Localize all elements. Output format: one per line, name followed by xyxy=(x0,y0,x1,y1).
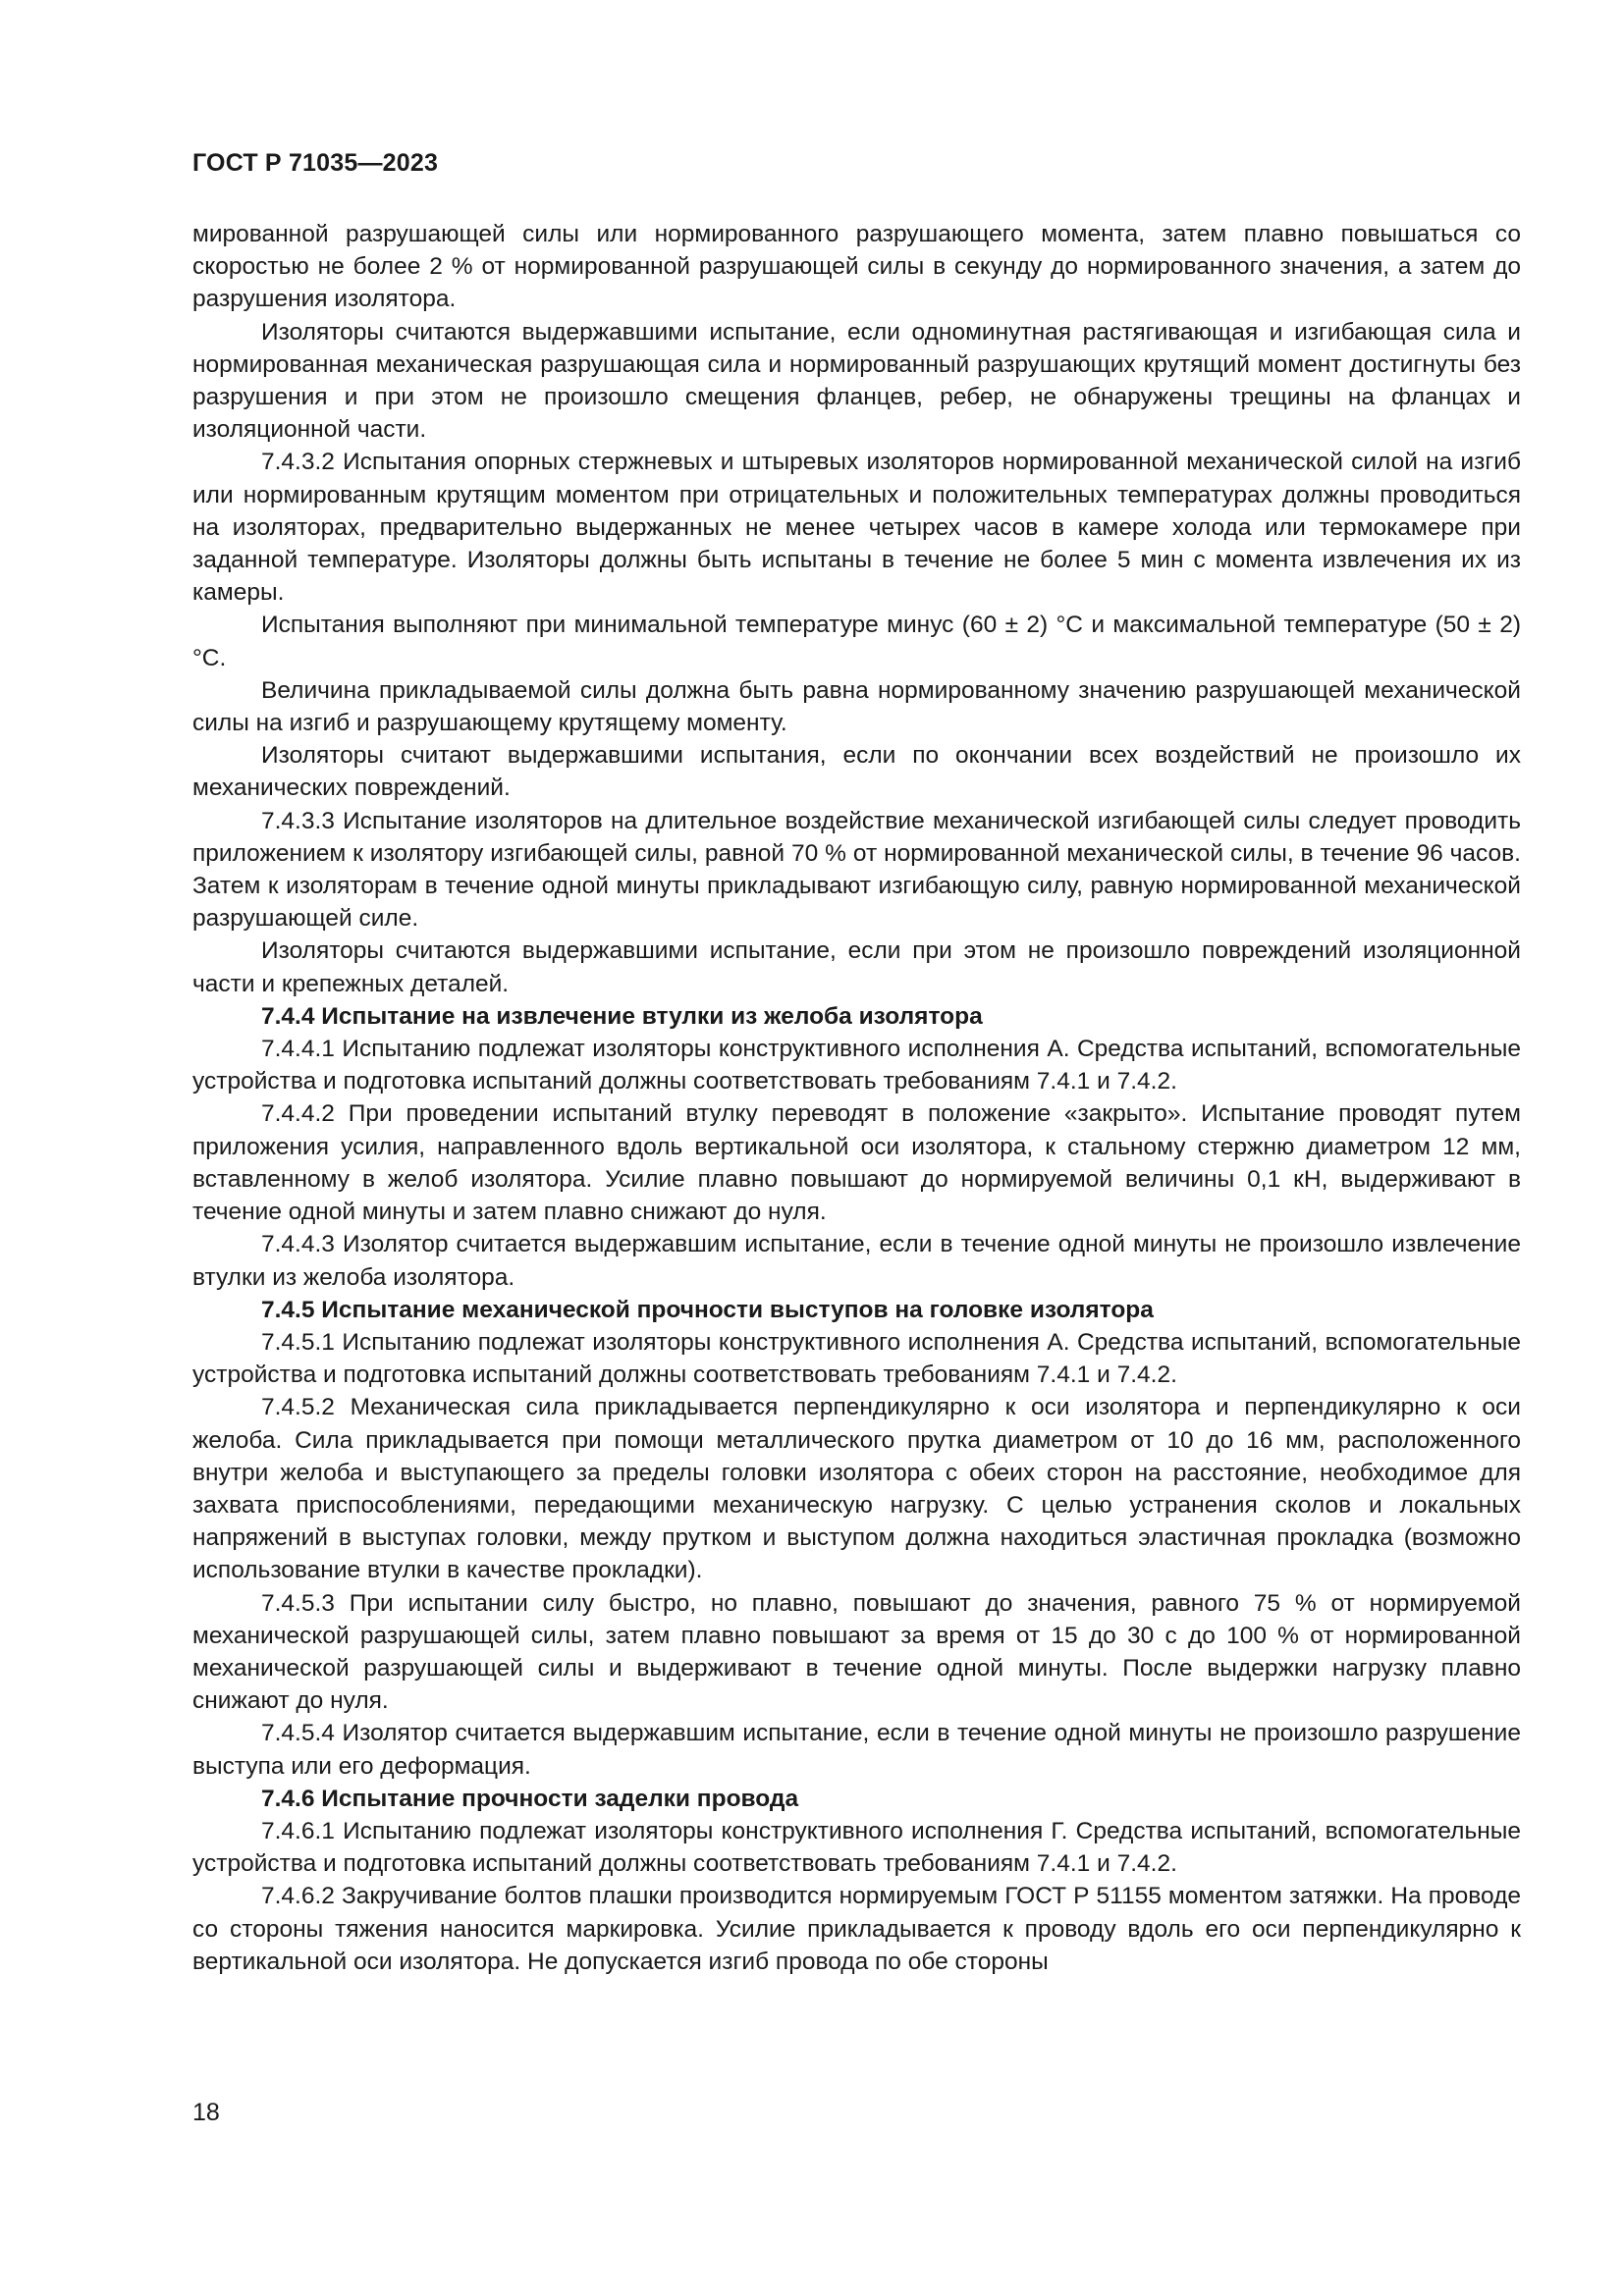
paragraph: 7.4.4.3 Изолятор считается выдержавшим испытание, если в течение одной минуты не произошло извлечение втулки из желоба изолятора. xyxy=(192,1231,1521,1291)
paragraph: 7.4.4.1 Испытанию подлежат изоляторы конструктивного исполнения А. Средства испытаний, вспомогательные устройства и подготовка испытаний должны соответствовать требованиям 7.4.1 и 7.4.2. xyxy=(192,1036,1521,1095)
paragraph: Изоляторы считаются выдержавшими испытание, если одноминутная растягивающая и изгибающая сила и нормированная механическая разрушающая сила и нормированный разрушающих крутящий момент достигнуты без разрушения и при этом не произошло смещения фланцев, ребер, не обнаружены трещины на фланцах и изоляционной части. xyxy=(192,318,1521,444)
section-heading: 7.4.4 Испытание на извлечение втулки из желоба изолятора xyxy=(261,1002,983,1030)
document-body xyxy=(192,218,1521,1978)
paragraph: 7.4.6.1 Испытанию подлежат изоляторы конструктивного исполнения Г. Средства испытаний, вспомогательные устройства и подготовка испытаний должны соответствовать требованиям 7.4.1 и 7.4.2. xyxy=(192,1817,1521,1878)
paragraph: 7.4.5.1 Испытанию подлежат изоляторы конструктивного исполнения А. Средства испытаний, вспомогательные устройства и подготовка испытаний должны соответствовать требованиям 7.4.1 и 7.4.2. xyxy=(192,1328,1521,1389)
paragraph: 7.4.4.2 При проведении испытаний втулку переводят в положение «закрыто». Испытание проводят путем приложения усилия, направленного вдоль вертикальной оси изолятора, к стальному стержню диаметром 12 мм, вставленному в желоб изолятора. Усилие плавно повышают до нормируемой величины 0,1 кН, выдерживают в течение одной минуты и затем плавно снижают до нуля. xyxy=(192,1100,1521,1226)
paragraph: 7.4.3.2 Испытания опорных стержневых и штыревых изоляторов нормированной механической силой на изгиб или нормированным крутящим моментом при отрицательных и положительных температурах должны проводиться на изоляторах, предварительно выдержанных не менее четырех часов в камере холода или термокамере при заданной температуре. Изоляторы должны быть испытаны в течение не более 5 мин с момента извлечения их из камеры. xyxy=(192,449,1521,607)
document-header: ГОСТ Р 71035—2023 xyxy=(192,149,439,177)
paragraph: 7.4.6.2 Закручивание болтов плашки производится нормируемым ГОСТ Р 51155 моментом затяжки. На проводе со стороны тяжения наносится маркировка. Усилие прикладывается к проводу вдоль его оси перпендикулярно к вертикальной оси изолятора. Не допускается изгиб провода по обе стороны xyxy=(192,1883,1521,1975)
paragraph: 7.4.5.4 Изолятор считается выдержавшим испытание, если в течение одной минуты не произошло разрушение выступа или его деформация. xyxy=(192,1720,1521,1780)
paragraph: Изоляторы считаются выдержавшими испытание, если при этом не произошло повреждений изоляционной части и крепежных деталей. xyxy=(192,937,1521,997)
page-number: 18 xyxy=(192,2099,220,2126)
paragraph: Величина прикладываемой силы должна быть равна нормированному значению разрушающей механической силы на изгиб и разрушающему крутящему моменту. xyxy=(192,676,1521,737)
paragraph: мированной разрушающей силы или нормированного разрушающего момента, затем плавно повышаться со скоростью не более 2 % от нормированной разрушающей силы в секунду до нормированного значения, а затем до разрушения изолятора. xyxy=(192,221,1521,313)
paragraph: Испытания выполняют при минимальной температуре минус (60 ± 2) °С и максимальной температуре (50 ± 2) °С. xyxy=(192,612,1521,671)
section-heading: 7.4.5 Испытание механической прочности выступов на головке изолятора xyxy=(261,1296,1154,1323)
paragraph: 7.4.5.3 При испытании силу быстро, но плавно, повышают до значения, равного 75 % от нормируемой механической разрушающей силы, затем плавно повышают за время от 15 до 30 с до 100 % от нормированной механической разрушающей силы и выдерживают в течение одной минуты. После выдержки нагрузку плавно снижают до нуля. xyxy=(192,1589,1521,1715)
paragraph: Изоляторы считают выдержавшими испытания, если по окончании всех воздействий не произошло их механических повреждений. xyxy=(192,742,1521,802)
paragraph: 7.4.5.2 Механическая сила прикладывается перпендикулярно к оси изолятора и перпендикулярно к оси желоба. Сила прикладывается при помощи металлического прутка диаметром от 10 до 16 мм, расположенного внутри желоба и выступающего за пределы головки изолятора с обеих сторон на расстояние, необходимое для захвата приспособлениями, передающими механическую нагрузку. С целью устранения сколов и локальных напряжений в выступах головки, между прутком и выступом должна находиться эластичная прокладка (возможно использование втулки в качестве прокладки). xyxy=(192,1394,1521,1584)
section-heading: 7.4.6 Испытание прочности заделки провода xyxy=(261,1785,799,1812)
paragraph: 7.4.3.3 Испытание изоляторов на длительное воздействие механической изгибающей силы следует проводить приложением к изолятору изгибающей силы, равной 70 % от нормированной механической силы, в течение 96 часов. Затем к изоляторам в течение одной минуты прикладывают изгибающую силу, равную нормированной механической разрушающей силе. xyxy=(192,807,1521,933)
